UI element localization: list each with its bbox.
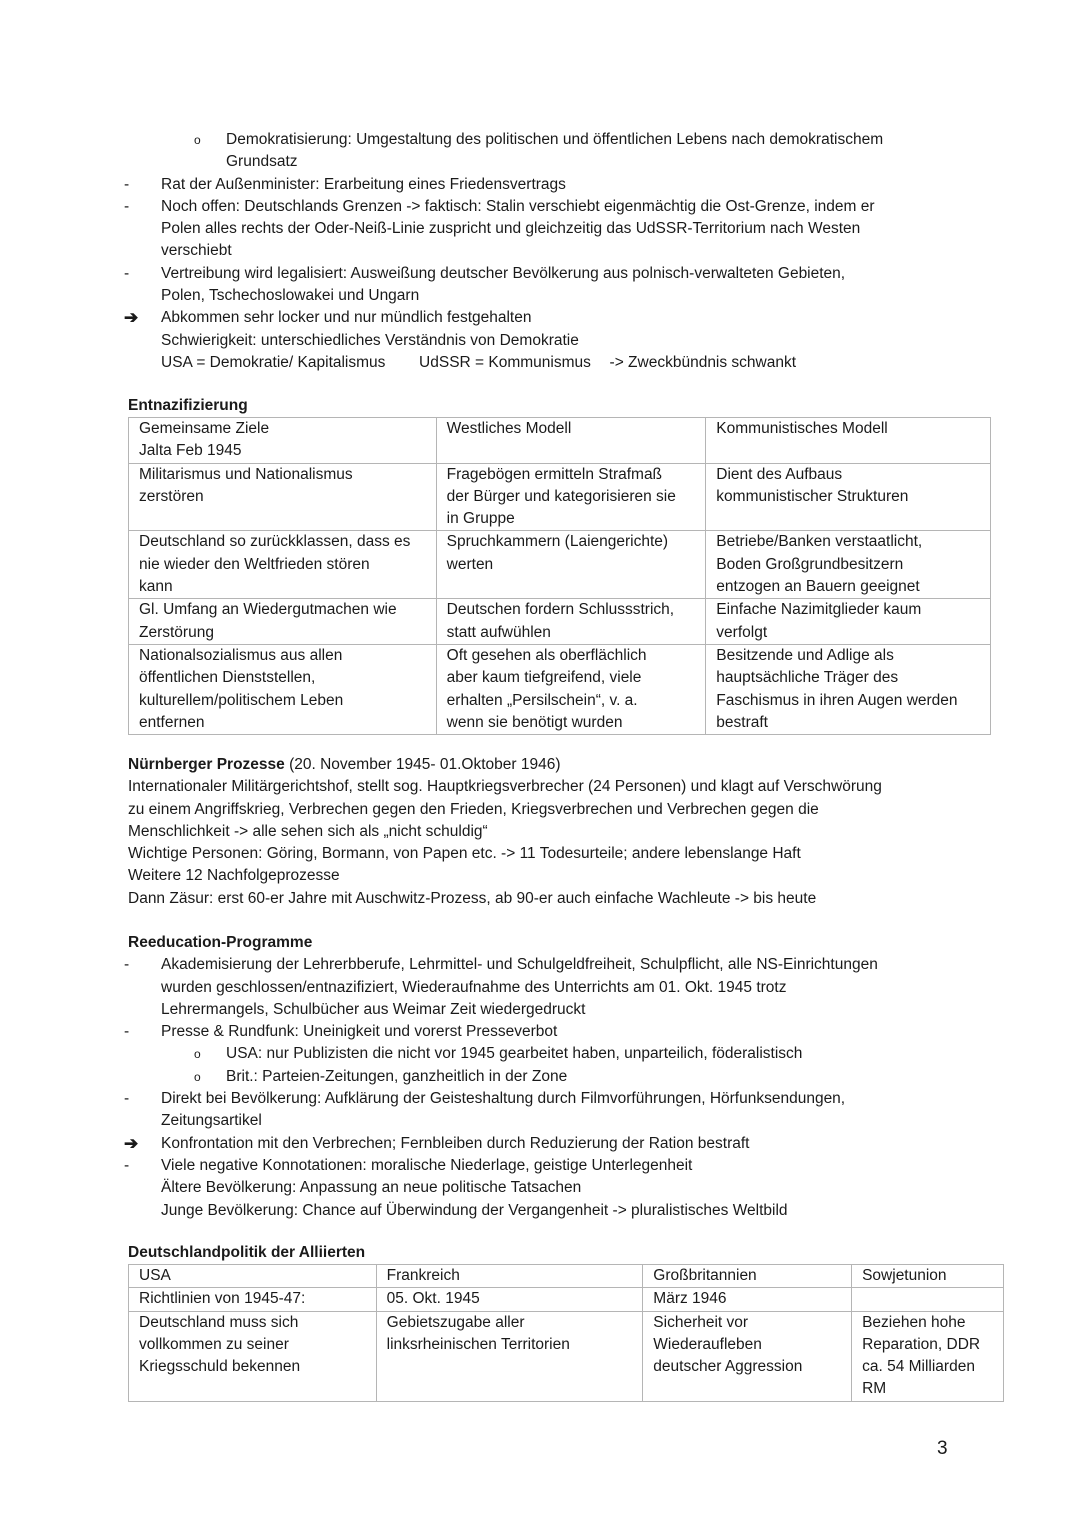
cell-line: Oft gesehen als oberflächlich [446, 646, 647, 664]
table-cell [706, 644, 991, 734]
table-row [129, 531, 991, 599]
table-row [129, 1288, 1004, 1311]
arrow-right-icon: ➔ [124, 308, 139, 328]
cell-line: vollkommen zu seiner [139, 1335, 289, 1353]
cell-line: statt aufwühlen [446, 623, 551, 641]
cell-line: in Gruppe [446, 510, 515, 528]
dash-bullet: - [124, 264, 130, 282]
cell-line: linksrheinischen Territorien [386, 1335, 570, 1353]
cell-line: Faschismus in ihren Augen werden [716, 691, 958, 709]
section-heading-reeducation: Reeducation-Programme [128, 934, 313, 951]
cell-line: kann [139, 578, 173, 596]
table-cell [129, 599, 437, 645]
table-row [129, 1311, 1004, 1401]
alliierte-table [128, 1264, 1004, 1402]
dash-bullet: - [124, 1090, 130, 1108]
table-cell [129, 1265, 377, 1288]
table-cell [706, 599, 991, 645]
entnazifizierung-table [128, 417, 991, 735]
cell-line: Jalta Feb 1945 [139, 442, 242, 460]
table-cell [436, 644, 706, 734]
cell-line: deutscher Aggression [653, 1358, 803, 1376]
table-cell [436, 531, 706, 599]
cell-line: Kommunistisches Modell [716, 420, 888, 437]
table-cell [643, 1311, 852, 1401]
list-item: ➔ Konfrontation mit den Verbrechen; Fernbleiben durch Reduzierung der Ration bestraft [128, 1133, 998, 1155]
list-item: ➔ Abkommen sehr locker und nur mündlich festgehalten Schwierigkeit: unterschiedliches Verständnis von Demokratie USA = Demokratie/ Kapitalismus UdSSR = Kommunismus -> Zweckbündnis schwankt [124, 308, 797, 371]
list-item: o USA: nur Publizisten die nicht vor 1945 gearbeitet haben, unparteilich, föderalistisch [128, 1043, 998, 1065]
cell-line: Westliches Modell [446, 420, 572, 437]
reeducation-section [124, 932, 998, 1222]
cell-line: Gebietszugabe aller [386, 1313, 525, 1331]
cell-line: kulturellem/politischem Leben [139, 691, 344, 709]
cell-line: Frankreich [386, 1267, 460, 1284]
cell-line: Sicherheit vor [653, 1313, 749, 1331]
cell-line: Deutschland muss sich [139, 1313, 299, 1331]
table-cell [129, 1288, 377, 1311]
dash-bullet: - [124, 1023, 130, 1041]
cell-line: bestraft [716, 713, 768, 731]
cell-line: Großbritannien [653, 1267, 757, 1284]
table-cell [129, 1311, 377, 1401]
cell-line: werten [446, 555, 494, 573]
section-heading-entnazifizierung: Entnazifizierung [128, 397, 248, 414]
cell-line: Militarismus und Nationalismus [139, 465, 353, 483]
cell-line: entfernen [139, 713, 205, 731]
circle-bullet: o [194, 133, 201, 147]
table-header-row [129, 418, 991, 464]
cell-line: erhalten „Persilschein“, v. a. [446, 691, 638, 709]
table-cell [129, 644, 437, 734]
cell-line: Kriegsschuld bekennen [139, 1358, 301, 1376]
cell-line: öffentlichen Dienststellen, [139, 669, 316, 687]
cell-line: Gl. Umfang an Wiedergutmachen wie [139, 601, 397, 619]
cell-line: März 1946 [653, 1290, 727, 1308]
page-number: 3 [937, 1438, 948, 1459]
dash-bullet: - [124, 1156, 130, 1174]
table-header-row [129, 1265, 1004, 1288]
section-heading-alliierte: Deutschlandpolitik der Alliierten [128, 1244, 366, 1261]
cell-line: Beziehen hohe [862, 1313, 966, 1331]
table-row [129, 463, 991, 531]
cell-line: entzogen an Bauern geeignet [716, 578, 920, 596]
table-cell [643, 1288, 852, 1311]
table-cell [852, 1288, 1004, 1311]
cell-line: Reparation, DDR [862, 1335, 981, 1353]
top-section [124, 129, 998, 374]
cell-line: USA [139, 1267, 171, 1284]
table-cell [376, 1265, 643, 1288]
cell-line: Nationalsozialismus aus allen [139, 646, 343, 664]
cell-line: Zerstörung [139, 623, 214, 641]
cell-line: Boden Großgrundbesitzern [716, 555, 904, 573]
circle-bullet: o [194, 1047, 201, 1062]
circle-bullet: o [194, 1069, 201, 1084]
list-item: - Rat der Außenminister: Erarbeitung eines Friedensvertrags [128, 174, 998, 196]
cell-line: nie wieder den Weltfrieden stören [139, 555, 370, 573]
cell-line: Wiederaufleben [653, 1335, 762, 1353]
list-item: - Viele negative Konnotationen: moralische Niederlage, geistige Unterlegenheit Ältere Bevölkerung: Anpassung an neue politische Tatsachen Junge Bevölkerung: Chance auf Überwindung der Vergangenheit -> pluralistisches Weltbild [124, 1156, 788, 1219]
cell-line: kommunistischer Strukturen [716, 487, 909, 505]
cell-line: RM [862, 1380, 887, 1398]
table-cell [706, 531, 991, 599]
cell-line: zerstören [139, 487, 204, 505]
dash-bullet: - [124, 175, 130, 193]
cell-line: Besitzende und Adlige als [716, 646, 894, 664]
list-item: o Brit.: Parteien-Zeitungen, ganzheitlich in der Zone [128, 1066, 998, 1088]
cell-line: Spruchkammern (Laiengerichte) [446, 533, 669, 551]
table-cell [129, 418, 437, 464]
table-cell [436, 463, 706, 531]
nuernberg-section: Nürnberger Prozesse (20. November 1945- 01.Oktober 1946) Internationaler Militärgerichtshof, stellt sog. Hauptkriegsverbrecher (24 Personen) und klagt auf Verschwörung zu einem Angriffskrieg, Verbrechen gegen den Frieden, Kriegsverbrechen und Verbrechen gegen die Menschlichkeit -> alle sehen sich als „nicht schuldig“ Wichtige Personen: Göring, Bormann, von Papen etc. -> 11 Todesurteile; andere lebenslange Haft Weitere 12 Nachfolgeprozesse Dann Zäsur: erst 60-er Jahre mit Auschwitz-Prozess, ab 90-er auch einfache Wachleute -> bis heute [128, 756, 882, 907]
list-item: - Vertreibung wird legalisiert: Ausweißung deutscher Bevölkerung aus polnisch-verwalteten Gebieten, Polen, Tschechoslowakei und Ungarn [124, 264, 846, 305]
list-item: o Demokratisierung: Umgestaltung des politischen und öffentlichen Lebens nach demokratischem Grundsatz [194, 131, 884, 171]
dash-bullet: - [124, 197, 130, 215]
table-cell [706, 418, 991, 464]
table-cell [852, 1265, 1004, 1288]
cell-line: Einfache Nazimitglieder kaum [716, 601, 922, 619]
cell-line: aber kaum tiefgreifend, viele [446, 669, 642, 687]
dash-bullet: - [124, 956, 130, 974]
list-item: - Presse & Rundfunk: Uneinigkeit und vorerst Presseverbot [128, 1021, 998, 1043]
arrow-right-icon: ➔ [124, 1133, 139, 1153]
cell-line: Deutschen fordern Schlussstrich, [446, 601, 675, 619]
table-cell [706, 463, 991, 531]
cell-line: verfolgt [716, 623, 768, 641]
cell-line [862, 1288, 995, 1310]
table-cell [643, 1265, 852, 1288]
list-item: - Noch offen: Deutschlands Grenzen -> faktisch: Stalin verschiebt eigenmächtig die Ost-Grenze, indem er Polen alles rechts der Oder-Neiß-Linie zuspricht und gleichzeitig das UdSSR-Territorium nach Westen verschiebt [124, 197, 875, 260]
table-cell [852, 1311, 1004, 1401]
cell-line: 05. Okt. 1945 [386, 1290, 480, 1308]
table-cell [436, 418, 706, 464]
cell-line: Betriebe/Banken verstaatlicht, [716, 533, 923, 551]
cell-line: der Bürger und kategorisieren sie [446, 487, 676, 505]
cell-line: Richtlinien von 1945-47: [139, 1290, 306, 1308]
table-cell [129, 463, 437, 531]
cell-line: Dient des Aufbaus [716, 465, 843, 483]
cell-line: Fragebögen ermitteln Strafmaß [446, 465, 663, 483]
table-cell [376, 1311, 643, 1401]
table-row [129, 599, 991, 645]
table-cell [436, 599, 706, 645]
section-heading-nuernberg: Nürnberger Prozesse [128, 756, 285, 773]
cell-line: wenn sie benötigt wurden [446, 713, 623, 731]
table-cell [376, 1288, 643, 1311]
list-item: - Akademisierung der Lehrerbberufe, Lehrmittel- und Schulgeldfreiheit, Schulpflicht, alle NS-Einrichtungen wurden geschlossen/entnazifiziert, Wiederaufnahme des Unterrichts am 01. Okt. 1945 trotz Lehrermangels, Schulbücher aus Weimar Zeit wiedergedruckt [124, 956, 878, 1018]
cell-line: Deutschland so zurückklassen, dass es [139, 533, 411, 551]
table-cell [129, 531, 437, 599]
cell-line: Sowjetunion [862, 1267, 947, 1284]
table-row [129, 644, 991, 734]
cell-line: hauptsächliche Träger des [716, 669, 899, 687]
cell-line: Gemeinsame Ziele [139, 420, 270, 437]
cell-line: ca. 54 Milliarden [862, 1358, 975, 1376]
list-item: - Direkt bei Bevölkerung: Aufklärung der Geisteshaltung durch Filmvorführungen, Hörfunksendungen, Zeitungsartikel [124, 1090, 846, 1130]
